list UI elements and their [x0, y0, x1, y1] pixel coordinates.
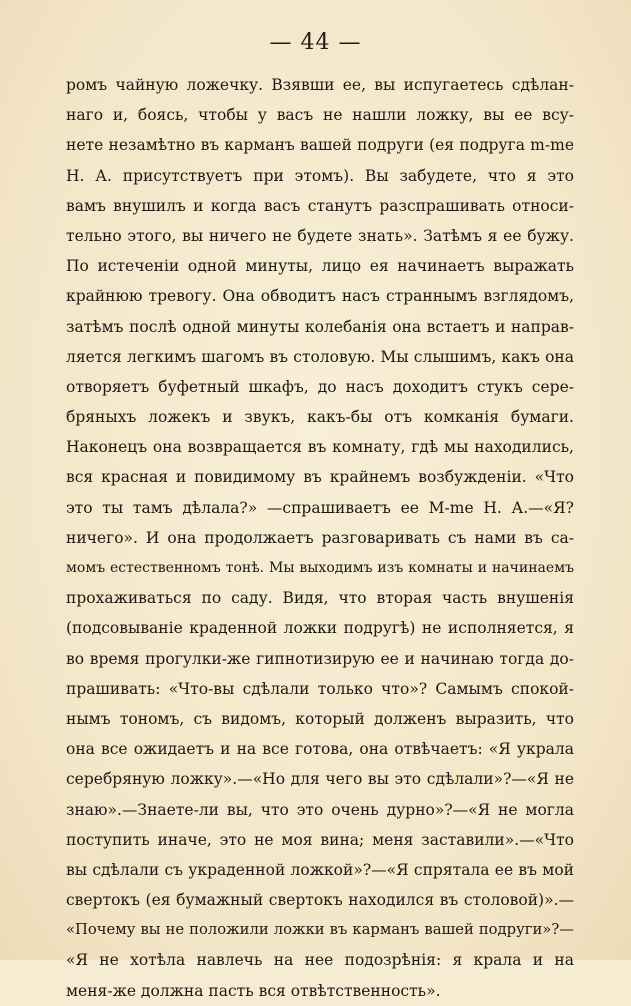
text-line: тельно этого, вы ничего не будете знать». Затѣмъ я ее бужу. — [66, 226, 574, 245]
text-line: ромъ чайную ложечку. Взявши ее, вы испугаетесь сдѣлан- — [66, 76, 574, 94]
text-line: меня-же должна пасть вся отвѣтственность». — [66, 981, 441, 1000]
text-line: «Я не хотѣла навлечь на нее подозрѣнія: я крала и на — [66, 951, 574, 970]
text-line: затѣмъ послѣ одной минуты колебанія она встаетъ и направ- — [66, 317, 574, 336]
text-line: Н. А. присутствуетъ при этомъ). Вы забудете, что я это — [66, 166, 574, 185]
text-line: она все ожидаетъ и на все готова, она отвѣчаетъ: «Я украла — [66, 740, 574, 759]
text-line: свертокъ (ея бумажный свертокъ находился въ столовой)».— — [66, 891, 574, 910]
text-line: нымъ тономъ, съ видомъ, который долженъ выразить, что — [66, 709, 574, 728]
text-line: серебряную ложку».—«Но для чего вы это сдѣлали»?—«Я не — [66, 770, 574, 789]
text-line: знаю».—Знаете-ли вы, что это очень дурно»?—«Я не могла — [66, 800, 574, 819]
text-line: это ты тамъ дѣлала?» —спрашиваетъ ее M-me Н. А.—«Я? — [66, 498, 574, 517]
text-line: вся красная и повидимому въ крайнемъ возбужденіи. «Что — [66, 468, 574, 487]
text-line: наго и, боясь, чтобы у васъ не нашли ложку, вы ее всу- — [66, 106, 574, 125]
page-number: — 44 — — [269, 30, 362, 55]
text-line: поступить иначе, это не моя вина; меня заставили».—«Что — [66, 830, 574, 849]
text-line: По истеченіи одной минуты, лицо ея начинаетъ выражать — [66, 257, 574, 276]
text-line: момъ естественномъ тонѣ. Мы выходимъ изъ комнаты и начинаемъ — [66, 560, 574, 576]
text-line: Наконецъ она возвращается въ комнату, гдѣ мы находились, — [66, 438, 574, 457]
text-line: бряныхъ ложекъ и звукъ, какъ-бы отъ комканія бумаги. — [66, 408, 574, 427]
text-line: (подсовываніе краденной ложки подругѣ) не исполняется, я — [66, 619, 574, 638]
text-line: «Почему вы не положили ложки въ карманъ вашей подруги»?— — [66, 921, 574, 939]
text-line: ничего». И она продолжаетъ разговаривать съ нами въ са- — [66, 528, 574, 547]
text-line: во время прогулки-же гипнотизирую ее и начинаю тогда до- — [66, 649, 574, 668]
text-line: прашивать: «Что-вы сдѣлали только что»? Самымъ спокой- — [66, 679, 574, 698]
text-line: нете незамѣтно въ карманъ вашей подруги (ея подруга m-me — [66, 136, 574, 155]
text-line: вы сдѣлали съ украденной ложкой»?—«Я спрятала ее въ мой — [66, 860, 574, 879]
text-line: прохаживаться по саду. Видя, что вторая часть внушенія — [66, 589, 574, 608]
text-line: вамъ внушилъ и когда васъ станутъ разспрашивать относи- — [66, 196, 574, 215]
text-line: отворяетъ буфетный шкафъ, до насъ доходитъ стукъ сере- — [66, 377, 574, 396]
text-line: крайнюю тревогу. Она обводитъ насъ страннымъ взглядомъ, — [66, 287, 574, 306]
body-text — [66, 70, 574, 1006]
text-line: ляется легкимъ шагомъ въ столовую. Мы слышимъ, какъ она — [66, 347, 574, 366]
